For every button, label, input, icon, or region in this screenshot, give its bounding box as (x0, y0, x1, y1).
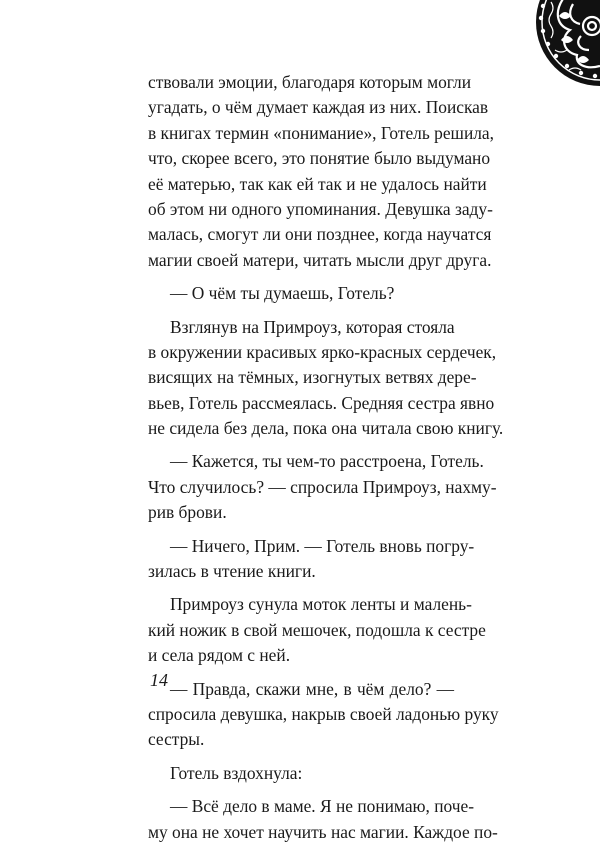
text-line: кий ножик в свой мешочек, подошла к сестре (148, 619, 486, 640)
text-line: не сидела без дела, пока она читала свою книгу. (148, 418, 504, 439)
text-line: — О чём ты думаешь, Готель? (170, 283, 395, 304)
text-line: в окружении красивых ярко-красных сердечек, (148, 341, 497, 362)
paragraph (148, 677, 499, 753)
text-line: — Ничего, Прим. — Готель вновь погру- (170, 535, 475, 556)
text-line: в книгах термин «понимание», Готель решила, (148, 122, 494, 143)
paragraph (148, 449, 497, 525)
text-line: угадать, о чём думает каждая из них. Поискав (148, 97, 489, 118)
text-line: Готель вздохнула: (170, 762, 303, 783)
paragraph (148, 281, 454, 306)
text-line: му она не хочет научить нас магии. Каждое по- (148, 821, 498, 842)
text-line: Что случилось? — спросила Примроуз, нахму- (148, 476, 497, 497)
text-line: рив брови. (148, 502, 227, 523)
paragraph (148, 592, 486, 668)
text-line: — Кажется, ты чем-то расстроена, Готель. (170, 451, 484, 472)
text-line: её матерью, так как ей так и не удалось найти (148, 173, 487, 194)
page-text (148, 70, 504, 845)
text-line: вьев, Готель рассмеялась. Средняя сестра явно (148, 392, 495, 413)
text-line: висящих на тёмных, изогнутых ветвях дере- (148, 367, 477, 388)
text-line: магии своей матери, читать мысли друг друга. (148, 249, 492, 270)
page-number: 14 (150, 670, 168, 690)
paragraph (148, 315, 504, 442)
text-line: Примроуз сунула моток ленты и малень- (170, 594, 472, 615)
text-line: сестры. (148, 729, 205, 750)
text-line: малась, смогут ли они позднее, когда научатся (148, 224, 492, 245)
text-line: ствовали эмоции, благодаря которым могли (148, 72, 471, 92)
text-line: спросила девушка, накрыв своей ладонью руку (148, 703, 499, 724)
text-line: Взглянув на Примроуз, которая стояла (170, 316, 455, 337)
paragraph (148, 761, 454, 786)
lace-ornament-icon (465, 0, 600, 90)
text-line: — Правда, скажи мне, в чём дело? — (170, 678, 454, 699)
paragraph (148, 534, 475, 585)
paragraph (148, 70, 494, 273)
text-line: об этом ни одного упоминания. Девушка заду- (148, 198, 493, 219)
text-line: что, скорее всего, это понятие было выдумано (148, 148, 491, 169)
text-line: и села рядом с ней. (148, 645, 291, 666)
text-line: зилась в чтение книги. (148, 561, 316, 582)
paragraph (148, 794, 498, 845)
text-line: — Всё дело в маме. Я не понимаю, поче- (170, 796, 475, 817)
